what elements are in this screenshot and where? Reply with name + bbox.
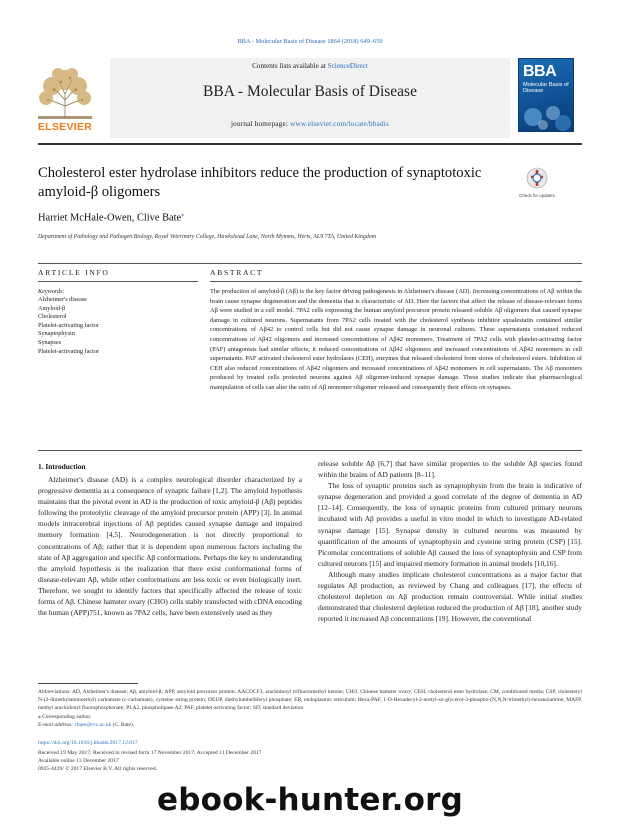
abbreviations-footnote: Abbreviations: AD, Alzheimer's disease; Aβ, amyloid-β; APP, amyloid precursor protein; AACOCF3, arachidonyl trifluoromethyl ketone; CHO, Chinese hamster ovary; CEH, cholesterol ester hydrolase; CM, conditioned media; CSP, cholesteryl N-(2-dimethylaminoethyl) carbamate (c-carbamate), cysteine string protein; DEUP, diethylumbelliferyl phosphate; ER, endoplasmic reticulum; Hexa-PAF, 1-O-Hexadecyl-2-acetyl-sn-glycerol-3-phospho-(N,N,N-trimethyl)-hexanolamine; MAFP, methyl arachidonyl fluorophosphonate; PLA2, phospholipase A2; PAF, platelet-activating factor; SD, standard deviation bbox=[38, 689, 582, 712]
body-paragraph: Although many studies implicate cholesterol concentrations as a major factor that regulates Aβ production, as reviewed by Chang and colleagues [17], the effects of cholesterol depletion on Aβ production remain controversial. While initial studies demonstrated that cholesterol depletion reduced the production of Aβ [18], another study reported it increased Aβ concentrations [19]. However, the conventional bbox=[318, 569, 582, 624]
contents-prefix: Contents lists available at bbox=[252, 62, 328, 70]
body-paragraph: Alzheimer's disease (AD) is a complex neurological disorder characterized by a progressive dementia as a consequence of synaptic failure [1,2]. The amyloid hypothesis maintains that the pivotal event in AD is the production of toxic amyloid-β (Aβ) peptides following the proteolytic cleavage of the amyloid precursor protein (APP) [3]. In animal models intracerebral injections of Aβ peptides caused synapse damage and impaired memory formation [4,5]. Neurodegeneration is not directly proportional to concentrations of Aβ; rather that it is dependent upon numerous factors including the state of Aβ aggregation and specific Aβ conformations. Perhaps the key to understanding the amyloid hypothesis is the realization that there exist conformational forms of disease-relevant Aβ, while other conformations are less toxic or even biologically inert. Therefore, we sought to identify factors that specifically affected the release of toxic forms of Aβ. Chinese hamster ovary (CHO) cells stably transfected with cDNA encoding the human (APP)751, known as 7PA2 cells, have been extensively used as they bbox=[38, 475, 302, 618]
article-info-rule bbox=[38, 281, 198, 282]
sciencedirect-link[interactable]: ScienceDirect bbox=[327, 62, 368, 70]
journal-cover bbox=[518, 58, 574, 132]
keyword-item: Amyloid-β bbox=[38, 304, 66, 312]
keyword-item: Synapses bbox=[38, 338, 62, 346]
author-affiliation: Department of Pathology and Pathogen Biology, Royal Veterinary College, Hawkshead Lane, North Mymms, Herts, AL9 7TA, United Kingdom bbox=[38, 234, 376, 240]
abstract-bottom-rule bbox=[38, 450, 582, 451]
body-column-right bbox=[318, 458, 582, 624]
email-suffix: (C. Bate). bbox=[111, 721, 135, 728]
title-line-1: Cholesterol ester hydrolase inhibitors reduce the production of synaptotoxic bbox=[38, 165, 482, 181]
crossmark-icon[interactable] bbox=[524, 166, 550, 196]
abstract-heading: ABSTRACT bbox=[210, 268, 264, 277]
abstract-text: The production of amyloid-β (Aβ) is the key factor driving pathogenesis in Alzheimer's disease (AD). Increasing concentrations of Aβ within the brain cause synapse degeneration and the dementia that is characteristic of AD. Here the factors that affect the release of disease-relevant forms Aβ were studied in a cell model. 7PA2 cells expressing the human amyloid precursor protein released soluble Aβ oligomers that caused synapse damage in cultured neurons. Supernatants from 7PA2 cells treated with the cholesterol synthesis inhibitor squalestatin contained similar concentrations of Aβ42 to control cells but did not cause synapse damage in neuronal cultures. These supernatants contained reduced concentrations of Aβ42 oligomers and increased concentrations of Aβ42 monomers. Treatment of 7PA2 cells with platelet-activating factor (PAF) antagonists had similar effects; it reduced concentrations of Aβ42 oligomers and increased concentrations of Aβ42 monomers in cell supernatants. PAF activated cholesterol ester hydrolases (CEH), enzymes that released cholesterol from stores of cholesterol esters. Inhibition of CEH also reduced concentrations of Aβ42 oligomers and increased concentrations of Aβ42 monomers in cell supernatants. The Aβ monomers produced by treated cells protected neurons against Aβ oligomer-induced synapse damage. These studies indicate that pharmacological manipulation of cells can alter the ratio of Aβ monomer:oligomer released and consequently their effects on synapses. bbox=[210, 288, 582, 391]
article-authors bbox=[38, 211, 184, 223]
publication-dates bbox=[38, 749, 261, 773]
email-label: E-mail address: bbox=[38, 721, 75, 728]
article-info-heading: ARTICLE INFO bbox=[38, 268, 110, 277]
crossmark-label: Check for updates bbox=[519, 193, 555, 198]
cover-art-image bbox=[519, 103, 573, 131]
author-email-link[interactable]: cbate@rvc.ac.uk bbox=[74, 721, 112, 728]
cover-subtitle: Molecular Basis of Disease bbox=[523, 82, 569, 95]
journal-title: BBA - Molecular Basis of Disease bbox=[203, 83, 417, 100]
watermark-text: ebook-hunter.org bbox=[157, 782, 463, 818]
email-footnote bbox=[38, 721, 582, 729]
received-dates: Received 19 May 2017; Received in revised form 17 November 2017; Accepted 11 December 2017 bbox=[38, 750, 262, 756]
online-date: Available online 13 December 2017 bbox=[38, 758, 119, 764]
copyright-line: 0925-4439/ © 2017 Elsevier B.V. All rights reserved. bbox=[38, 766, 158, 772]
corresponding-footnote: ⁎ Corresponding author. bbox=[38, 713, 92, 720]
introduction-heading: 1. Introduction bbox=[38, 462, 86, 471]
body-paragraph: release soluble Aβ [6,7] that have similar properties to the soluble Aβ species found within the brains of AD patients [8–11]. bbox=[318, 459, 582, 480]
affiliation-rule bbox=[38, 263, 582, 264]
homepage-link[interactable]: www.elsevier.com/locate/bbadis bbox=[290, 120, 390, 128]
keyword-item: Alzheimer's disease bbox=[38, 296, 88, 303]
body-column-left bbox=[38, 474, 302, 618]
header-rule bbox=[38, 143, 582, 145]
keywords-label: Keywords: bbox=[38, 288, 65, 295]
footnote-rule bbox=[38, 683, 138, 684]
running-head: BBA - Molecular Basis of Disease 1864 (2018) 649–659 bbox=[237, 38, 383, 45]
body-paragraph: The loss of synaptic proteins such as synaptophysin from the brain is indicative of synapse degeneration and provided a good correlate of the degree of dementia in AD [12–14]. Consequently, the loss of synaptic proteins from cultured primary neurons incubated with Aβ provides a useful in vitro model in which to investigate AD-related synapse damage [15]. Synapse density in cultured neurons was measured by quantification of the amounts of synaptophysin and cysteine string protein (CSP) [15]. Picomolar concentrations of soluble Aβ caused the loss of synaptophysin and CSP from cultured neurons [15] and impaired memory formation in animal models [10,16]. bbox=[318, 481, 582, 568]
contents-line bbox=[110, 62, 510, 70]
footnotes bbox=[38, 688, 582, 729]
keyword-item: Platelet-activating factor bbox=[38, 347, 99, 355]
keyword-item: Cholesterol bbox=[38, 313, 67, 321]
journal-homepage bbox=[110, 120, 510, 128]
abstract-rule bbox=[210, 281, 582, 282]
article-title bbox=[38, 164, 498, 201]
homepage-prefix: journal homepage: bbox=[230, 120, 291, 128]
corresponding-author-mark[interactable]: ⁎ bbox=[181, 212, 185, 218]
keyword-item: Synaptophysin bbox=[38, 330, 75, 338]
author-names: Harriet McHale-Owen, Clive Bate bbox=[38, 212, 182, 224]
title-line-2: amyloid-β oligomers bbox=[38, 183, 161, 200]
elsevier-wordmark: ELSEVIER bbox=[37, 121, 93, 133]
keywords-list bbox=[38, 296, 99, 356]
keyword-item: Platelet-activating factor bbox=[38, 321, 99, 329]
doi-link[interactable]: https://doi.org/10.1016/j.bbadis.2017.12.017 bbox=[38, 740, 138, 746]
cover-title: BBA bbox=[523, 63, 557, 80]
